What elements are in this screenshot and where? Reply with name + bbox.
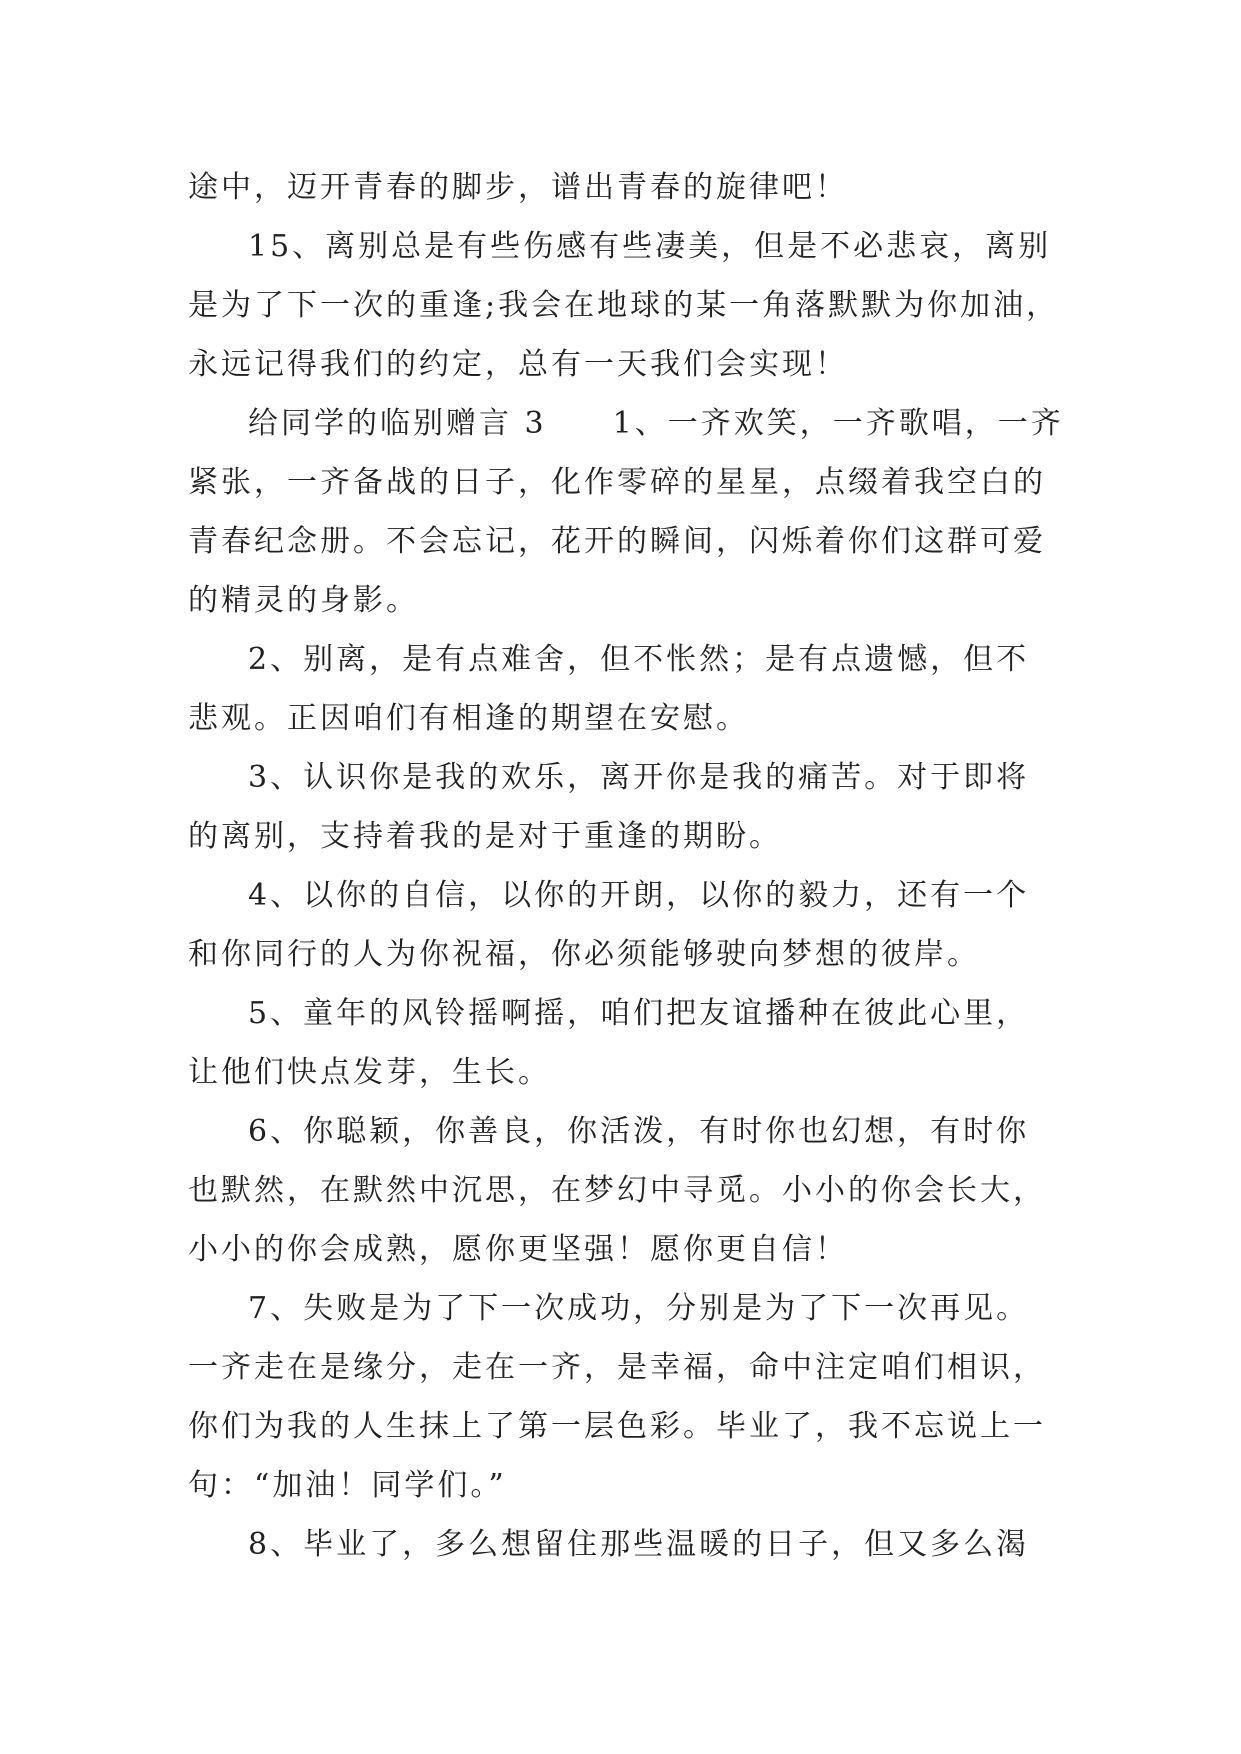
text-line: 和你同行的人为你祝福，你必须能够驶向梦想的彼岸。 xyxy=(188,937,980,972)
text-line: 你们为我的人生抹上了第一层色彩。毕业了，我不忘说上一 xyxy=(188,1409,1046,1444)
document-body xyxy=(188,158,1088,1574)
section-heading-line: 给同学的临别赠言 3 1、一齐欢笑，一齐歌唱，一齐 xyxy=(248,406,1064,441)
text-line: 让他们快点发芽，生长。 xyxy=(188,1055,551,1090)
text-line: 途中，迈开青春的脚步，谱出青春的旋律吧！ xyxy=(188,170,848,205)
text-line: 一齐走在是缘分，走在一齐，是幸福，命中注定咱们相识， xyxy=(188,1350,1046,1385)
text-line: 紧张，一齐备战的日子，化作零碎的星星，点缀着我空白的 xyxy=(188,465,1046,500)
text-line: 6、你聪颖，你善良，你活泼，有时你也幻想，有时你 xyxy=(248,1114,1030,1149)
text-line: 7、失败是为了下一次成功，分别是为了下一次再见。 xyxy=(248,1291,1030,1326)
text-line: 青春纪念册。不会忘记，花开的瞬间，闪烁着你们这群可爱 xyxy=(188,524,1046,559)
text-line: 8、毕业了，多么想留住那些温暖的日子，但又多么渴 xyxy=(248,1527,1030,1562)
text-line: 是为了下一次的重逢;我会在地球的某一角落默默为你加油， xyxy=(188,288,1060,323)
text-line: 5、童年的风铃摇啊摇，咱们把友谊播种在彼此心里， xyxy=(248,996,1030,1031)
text-line: 永远记得我们的约定，总有一天我们会实现！ xyxy=(188,347,848,382)
text-line: 小小的你会成熟，愿你更坚强！愿你更自信！ xyxy=(188,1232,848,1267)
text-line: 3、认识你是我的欢乐，离开你是我的痛苦。对于即将 xyxy=(248,760,1030,795)
text-line: 句：“加油！同学们。” xyxy=(188,1468,507,1503)
text-line: 15、离别总是有些伤感有些凄美，但是不必悲哀，离别 xyxy=(248,229,1052,264)
text-line: 的精灵的身影。 xyxy=(188,583,419,618)
text-line: 4、以你的自信，以你的开朗，以你的毅力，还有一个 xyxy=(248,878,1030,913)
text-line: 悲观。正因咱们有相逢的期望在安慰。 xyxy=(188,701,749,736)
text-line: 也默然，在默然中沉思，在梦幻中寻觅。小小的你会长大， xyxy=(188,1173,1046,1208)
text-line: 2、别离，是有点难舍，但不怅然；是有点遗憾，但不 xyxy=(248,642,1030,677)
text-line: 的离别，支持着我的是对于重逢的期盼。 xyxy=(188,819,782,854)
